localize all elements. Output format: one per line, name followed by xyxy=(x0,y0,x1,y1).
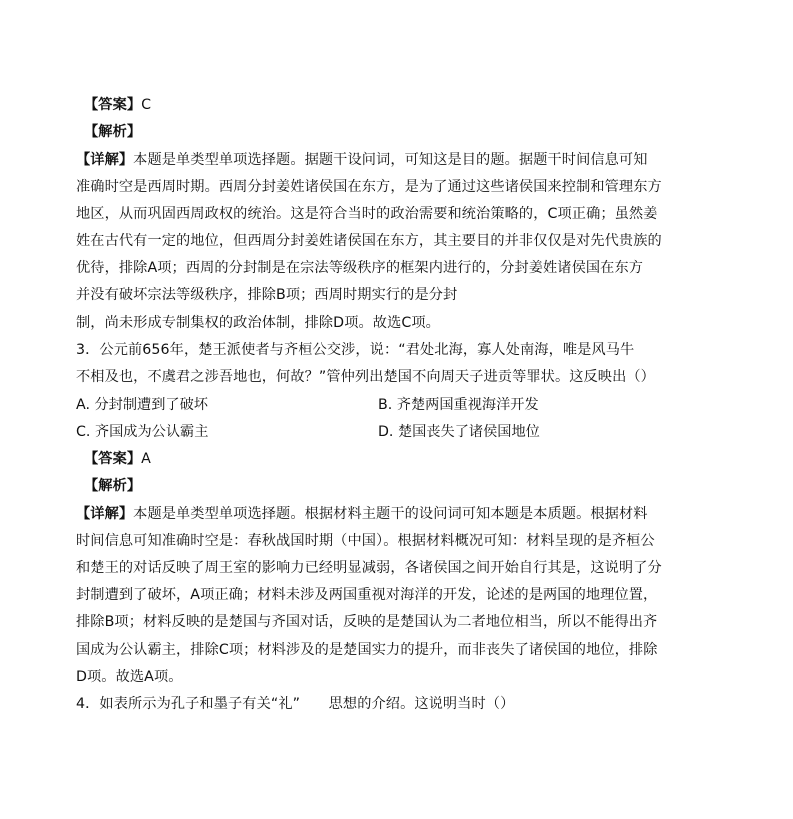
q3-detail-line-4: 封制遭到了破坏，A项正确；材料未涉及两国重视对海洋的开发，论述的是两国的地理位置， xyxy=(76,587,658,603)
answer-label: 【答案】 xyxy=(84,451,142,467)
q2-answer-line xyxy=(84,95,151,115)
q2-detail-line-5: 优待，排除A项；西周的分封制是在宗法等级秩序的框架内进行的，分封姜姓诸侯国在东方 xyxy=(76,260,644,276)
q4-stem: 4．如表所示为孔子和墨子有关“礼” 思想的介绍。这说明当时（） xyxy=(76,696,515,712)
q3-detail-line-6: 国成为公认霸主，排除C项；材料涉及的是楚国实力的提升，而非丧失了诸侯国的地位，排除 xyxy=(76,642,658,658)
q2-detail-line-3: 地区，从而巩固西周政权的统治。这是符合当时的政治需要和统治策略的，C项正确；虽然姜 xyxy=(76,206,658,222)
q3-detail-line-7: D项。故选A项。 xyxy=(76,669,183,685)
q3-analysis-label: 【解析】 xyxy=(84,478,142,494)
q3-option-d: D. 楚国丧失了诸侯国地位 xyxy=(378,424,540,440)
answer-label: 【答案】 xyxy=(84,97,142,113)
q3-option-b: B. 齐楚两国重视海洋开发 xyxy=(378,397,539,413)
q2-analysis-label: 【解析】 xyxy=(84,124,142,140)
answer-value: C xyxy=(141,97,152,113)
q2-detail-line-2: 准确时空是西周时期。西周分封姜姓诸侯国在东方，是为了通过这些诸侯国来控制和管理东方 xyxy=(76,179,662,195)
detail-label: 【详解】 xyxy=(76,506,134,522)
q3-stem-line-2: 不相及也，不虞君之涉吾地也，何故？”管仲列出楚国不向周天子进贡等罪状。这反映出（） xyxy=(76,369,655,385)
q3-stem-line-1: 3．公元前656年，楚王派使者与齐桓公交涉，说：“君处北海，寡人处南海，唯是风马牛 xyxy=(76,342,635,358)
q2-detail-line-1: 【详解】本题是单类型单项选择题。据题干设问词，可知这是目的题。据题干时间信息可知 xyxy=(76,152,648,168)
q3-detail-line-3: 和楚王的对话反映了周王室的影响力已经明显减弱，各诸侯国之间开始自行其是，这说明了分 xyxy=(76,560,662,576)
q3-detail-line-5: 排除B项；材料反映的是楚国与齐国对话，反映的是楚国认为二者地位相当，所以不能得出齐 xyxy=(76,614,658,630)
detail-label: 【详解】 xyxy=(76,152,134,168)
q2-detail-line-4: 姓在古代有一定的地位，但西周分封姜姓诸侯国在东方，其主要目的并非仅仅是对先代贵族的 xyxy=(76,233,662,249)
q3-answer-line xyxy=(84,449,151,469)
q3-detail-line-2: 时间信息可知准确时空是：春秋战国时期（中国）。根据材料概况可知：材料呈现的是齐桓公 xyxy=(76,533,655,549)
q2-detail-line-6: 并没有破坏宗法等级秩序，排除B项；西周时期实行的是分封 xyxy=(76,287,458,303)
q2-detail-line-7: 制，尚未形成专制集权的政治体制，排除D项。故选C项。 xyxy=(76,315,440,331)
answer-value: A xyxy=(141,451,151,467)
q3-option-a: A. 分封制遭到了破坏 xyxy=(76,397,208,413)
q3-option-c: C. 齐国成为公认霸主 xyxy=(76,424,209,440)
q3-detail-line-1: 【详解】本题是单类型单项选择题。根据材料主题干的设问词可知本题是本质题。根据材料 xyxy=(76,506,648,522)
